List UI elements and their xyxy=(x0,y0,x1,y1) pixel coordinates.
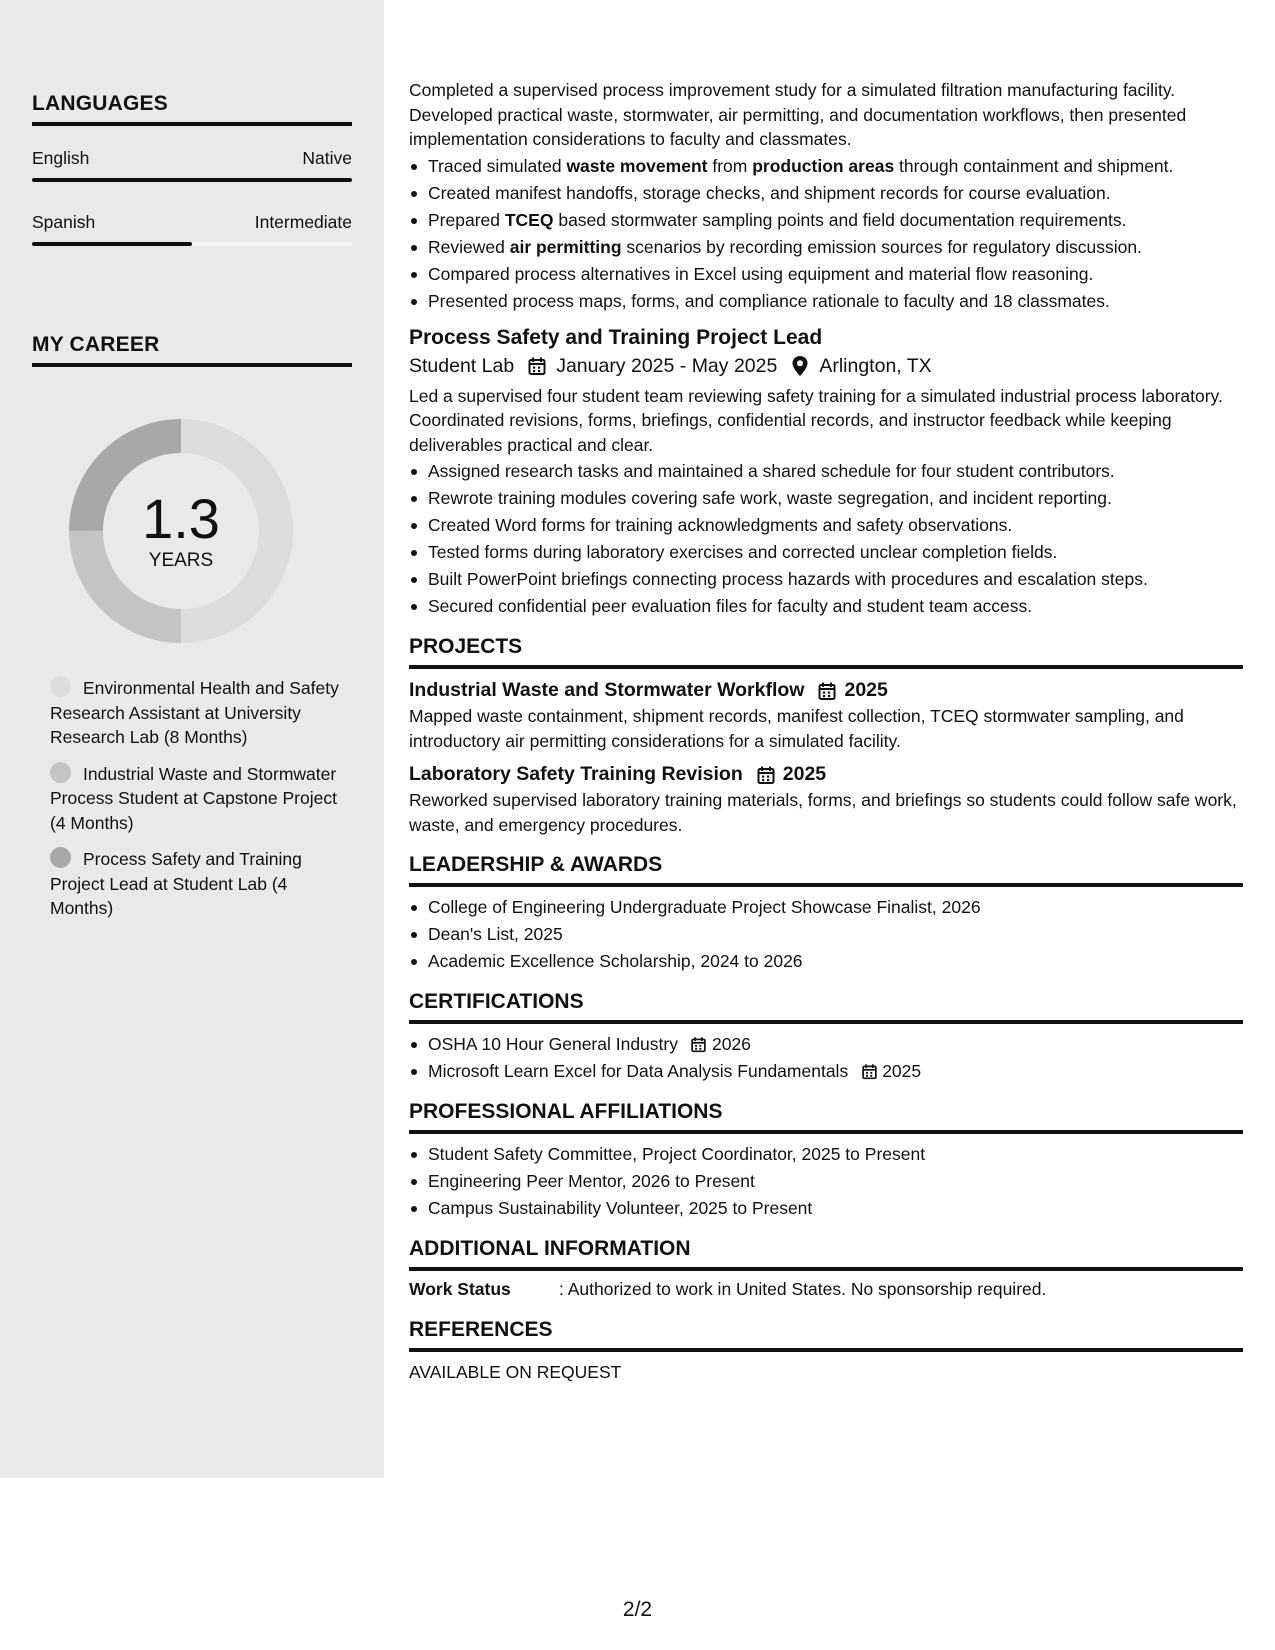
legend-dot xyxy=(50,847,71,868)
career-total-unit: YEARS xyxy=(148,550,214,571)
language-row xyxy=(32,148,352,169)
career-legend-label: Industrial Waste and Stormwater Process Student at Capstone Project (4 Months) xyxy=(50,763,337,833)
bullet-text: from xyxy=(707,155,753,176)
certification-name: Microsoft Learn Excel for Data Analysis Fundamentals xyxy=(428,1061,849,1081)
job-meta xyxy=(409,352,1243,380)
projects-heading: PROJECTS xyxy=(409,633,1243,669)
calendar-icon xyxy=(755,764,777,786)
bullet-bold-text: TCEQ xyxy=(504,209,554,230)
bullet-text: Traced simulated xyxy=(428,155,567,176)
certification-item xyxy=(409,1032,1243,1057)
language-row xyxy=(32,212,352,233)
donut-center xyxy=(64,414,298,648)
additional-info-heading: ADDITIONAL INFORMATION xyxy=(409,1235,1243,1271)
bullet-bold-text: air permitting xyxy=(509,236,622,257)
bullet-item xyxy=(409,235,1243,260)
job-dates: January 2025 - May 2025 xyxy=(556,354,778,377)
career-heading: MY CAREER xyxy=(32,333,352,367)
calendar-icon xyxy=(860,1063,878,1081)
bullet-bold-text: waste movement xyxy=(566,155,708,176)
map-pin-icon xyxy=(789,355,811,377)
bullet-item: Student Safety Committee, Project Coordinator, 2025 to Present xyxy=(409,1142,1243,1167)
bullet-text: Presented process maps, forms, and compliance rationale to faculty and 18 classmates. xyxy=(428,290,1110,311)
language-level: Native xyxy=(302,148,352,168)
certification-year: 2025 xyxy=(882,1061,922,1081)
work-status-row xyxy=(409,1277,1243,1302)
language-proficiency-bar xyxy=(32,178,352,182)
leadership-list xyxy=(409,895,1243,974)
bullet-text: Created manifest handoffs, storage checks, and shipment records for course evaluation. xyxy=(428,182,1111,203)
career-legend-item xyxy=(50,847,340,921)
certifications-heading: CERTIFICATIONS xyxy=(409,988,1243,1024)
references-text: AVAILABLE ON REQUEST xyxy=(409,1362,622,1382)
capstone-summary: Completed a supervised process improvement study for a simulated filtration manufacturing facility. Developed practical waste, stormwater, air permitting, and documentation workflows, then presented implementation considerations to faculty and classmates. xyxy=(409,80,1187,149)
job-bullets xyxy=(409,459,1243,619)
work-status-value: : Authorized to work in United States. No sponsorship required. xyxy=(559,1279,1047,1299)
languages-section xyxy=(32,92,352,246)
project-description: Mapped waste containment, shipment records, manifest collection, TCEQ stormwater sampling, and introductory air permitting considerations for a simulated facility. xyxy=(409,706,1184,751)
bullet-item xyxy=(409,181,1243,206)
project-year: 2025 xyxy=(782,763,827,785)
bullet-item xyxy=(409,262,1243,287)
bullet-item: Dean's List, 2025 xyxy=(409,922,1243,947)
career-legend-label: Process Safety and Training Project Lead at Student Lab (4 Months) xyxy=(50,849,302,918)
career-donut-chart xyxy=(64,414,298,648)
sidebar xyxy=(0,0,384,1478)
career-total-value: 1.3 xyxy=(142,487,220,550)
career-legend-item xyxy=(50,676,340,750)
job-org: Student Lab xyxy=(409,354,515,377)
bullet-item: College of Engineering Undergraduate Project Showcase Finalist, 2026 xyxy=(409,895,1243,920)
calendar-icon xyxy=(690,1036,708,1054)
career-section xyxy=(32,333,352,367)
language-proficiency-fill xyxy=(32,242,192,246)
leadership-heading: LEADERSHIP & AWARDS xyxy=(409,851,1243,887)
language-name: English xyxy=(32,148,90,168)
legend-dot xyxy=(50,762,71,783)
project-description: Reworked supervised laboratory training materials, forms, and briefings so students could follow safe work, waste, and emergency procedures. xyxy=(409,790,1237,835)
certifications-list xyxy=(409,1032,1243,1084)
bullet-item: Engineering Peer Mentor, 2026 to Present xyxy=(409,1169,1243,1194)
main-column xyxy=(409,78,1243,1383)
bullet-item: Academic Excellence Scholarship, 2024 to 2026 xyxy=(409,949,1243,974)
affiliations-heading: PROFESSIONAL AFFILIATIONS xyxy=(409,1098,1243,1134)
job-summary: Led a supervised four student team reviewing safety training for a simulated industrial process laboratory. Coordinated revisions, forms, briefings, confidential records, and instructor feedback while keeping deliverables practical and clear. xyxy=(409,385,1223,455)
career-legend-label: Environmental Health and Safety Research Assistant at University Research Lab (8 Months) xyxy=(50,678,339,747)
references-heading: REFERENCES xyxy=(409,1316,1243,1352)
calendar-icon xyxy=(526,355,548,377)
career-legend xyxy=(50,676,340,933)
bullet-bold-text: production areas xyxy=(752,155,895,176)
job-title: Process Safety and Training Project Lead xyxy=(409,325,823,349)
language-level: Intermediate xyxy=(254,212,352,232)
bullet-item: Built PowerPoint briefings connecting process hazards with procedures and escalation steps. xyxy=(409,567,1243,592)
work-status-label: Work Status xyxy=(409,1279,511,1299)
language-proficiency-fill xyxy=(32,178,352,182)
certification-year: 2026 xyxy=(711,1034,751,1054)
bullet-text: based stormwater sampling points and field documentation requirements. xyxy=(553,209,1127,230)
affiliations-list xyxy=(409,1142,1243,1221)
project-title: Industrial Waste and Stormwater Workflow xyxy=(409,679,805,701)
languages-heading: LANGUAGES xyxy=(32,92,352,126)
bullet-item xyxy=(409,208,1243,233)
page-number: 2/2 xyxy=(622,1598,653,1621)
bullet-item: Secured confidential peer evaluation files for faculty and student team access. xyxy=(409,594,1243,619)
career-legend-item xyxy=(50,762,340,836)
project-title-row xyxy=(409,677,1243,704)
bullet-item: Assigned research tasks and maintained a shared schedule for four student contributors. xyxy=(409,459,1243,484)
language-name: Spanish xyxy=(32,212,96,232)
bullet-text: Compared process alternatives in Excel using equipment and material flow reasoning. xyxy=(428,263,1094,284)
language-proficiency-bar xyxy=(32,242,352,246)
legend-dot xyxy=(50,676,71,697)
bullet-text: Prepared xyxy=(428,209,505,230)
project-title-row xyxy=(409,761,1243,788)
bullet-item xyxy=(409,289,1243,314)
bullet-item: Tested forms during laboratory exercises and corrected unclear completion fields. xyxy=(409,540,1243,565)
bullet-item: Campus Sustainability Volunteer, 2025 to Present xyxy=(409,1196,1243,1221)
job-location: Arlington, TX xyxy=(819,354,932,377)
bullet-item xyxy=(409,154,1243,179)
certification-item xyxy=(409,1059,1243,1084)
project-year: 2025 xyxy=(844,679,888,701)
bullet-text: Reviewed xyxy=(428,236,510,257)
capstone-bullets xyxy=(409,154,1243,314)
bullet-text: through containment and shipment. xyxy=(894,155,1174,176)
project-title: Laboratory Safety Training Revision xyxy=(409,763,743,785)
calendar-icon xyxy=(816,680,838,702)
certification-name: OSHA 10 Hour General Industry xyxy=(428,1034,678,1054)
bullet-item: Rewrote training modules covering safe work, waste segregation, and incident reporting. xyxy=(409,486,1243,511)
bullet-text: scenarios by recording emission sources for regulatory discussion. xyxy=(621,236,1142,257)
bullet-item: Created Word forms for training acknowledgments and safety observations. xyxy=(409,513,1243,538)
